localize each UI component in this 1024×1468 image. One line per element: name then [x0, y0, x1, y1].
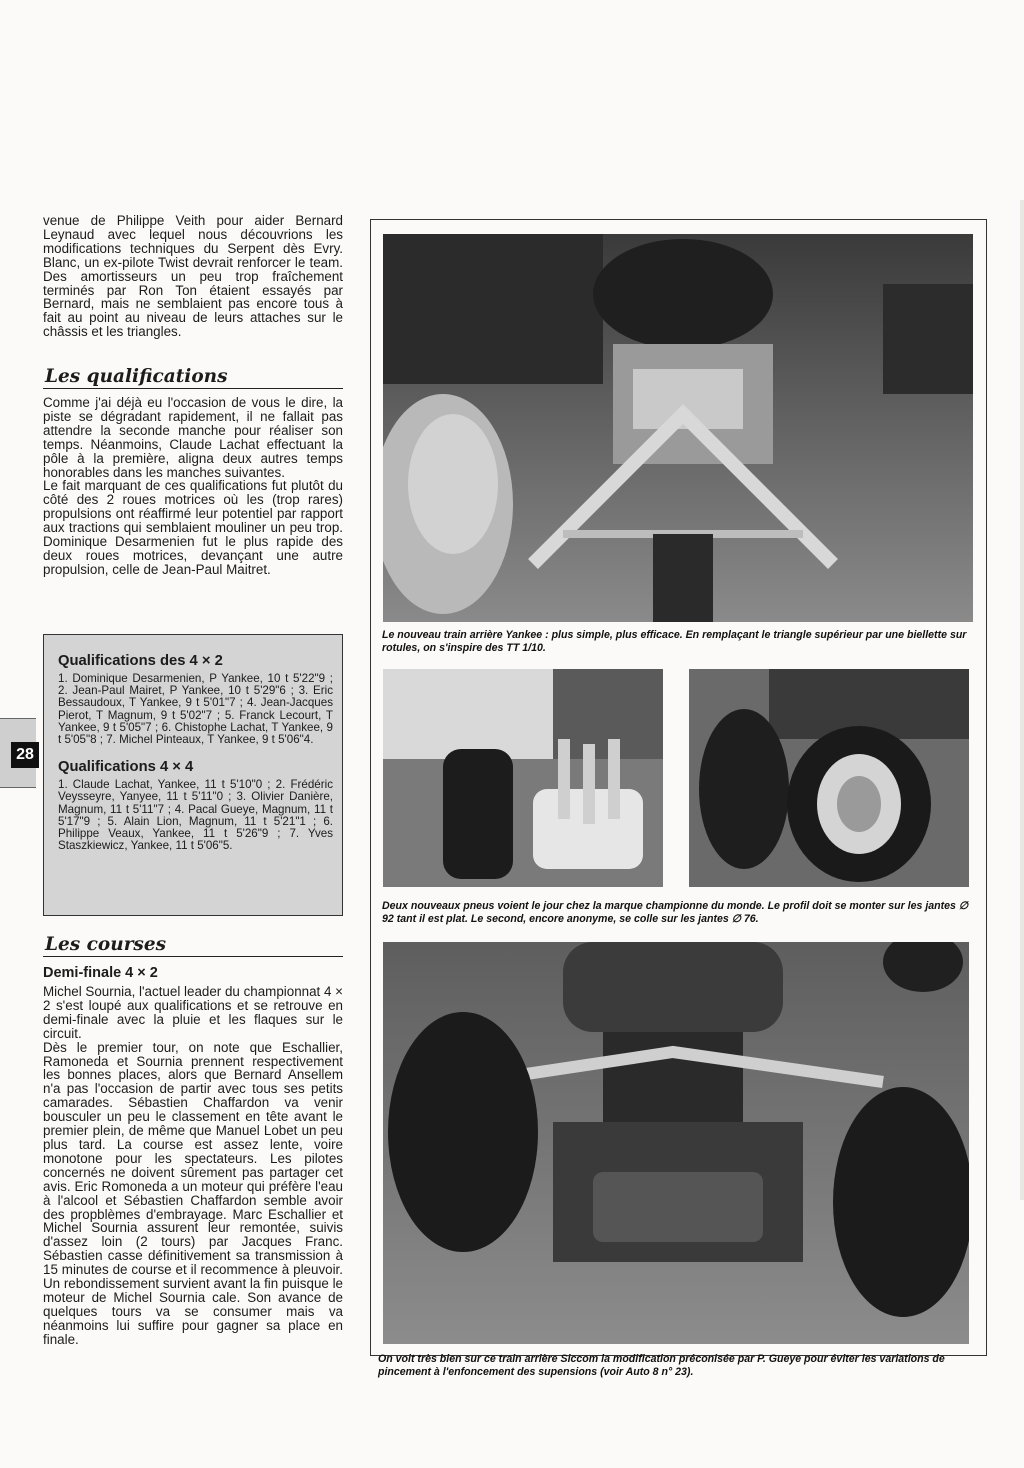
- qualifications-title: Les qualifications: [43, 366, 343, 389]
- intro-paragraph: venue de Philippe Veith pour aider Bernard Leynaud avec lequel nous découvrions les modifications techniques du Serpent dès Evry. Blanc, un ex-pilote Twist devrait renforcer le team. Des amortisseurs un peu trop fraîchement terminés par Ron Ton étaient essayés par Bernard, mais ne semblaient pas encore tous à fait au point au niveau de leurs attaches sur le châssis et les triangles.: [43, 213, 343, 340]
- caption-photo-2-3: Deux nouveaux pneus voient le jour chez la marque championne du monde. Le profil doit se monter sur les jantes ∅ 92 tant il est plat. Le second, encore anonyme, se colle sur les jantes ∅ 76.: [382, 900, 969, 925]
- qualifications-paragraph-2: Le fait marquant de ces qualifications fut plutôt du côté des 2 roues motrices où les (trop rares) propulsions ont réaffirmé leur potentiel par rapport aux tractions qui semblaient mouliner un peu trop. Dominique Desarmenien fut le plus rapide des deux roues motrices, devançant une autre propulsion, celle de Jean-Paul Maitret.: [43, 478, 343, 577]
- caption-photo-1: Le nouveau train arrière Yankee : plus simple, plus efficace. En remplaçant le triangle supérieur par une biellette sur rotules, on s'inspire des TT 1/10.: [382, 629, 967, 654]
- results-heading-4x2: Qualifications des 4 × 2: [58, 653, 223, 669]
- photo-yankee-rear-train: [383, 234, 973, 622]
- demi-finale-subtitle: Demi-finale 4 × 2: [43, 965, 158, 981]
- results-box: [43, 634, 343, 916]
- results-heading-4x4: Qualifications 4 × 4: [58, 759, 194, 776]
- photo-new-tyre-1-image: [383, 669, 663, 887]
- photo-new-tyre-2: [689, 669, 969, 887]
- intro-paragraph-block: [43, 214, 343, 339]
- page-edge: [1020, 200, 1024, 1200]
- qualifications-section: [43, 366, 343, 389]
- qualifications-body: [43, 396, 343, 577]
- photo-siccom-rear-train: [383, 942, 969, 1344]
- page-number: 28: [11, 742, 39, 768]
- results-list-4x2: 1. Dominique Desarmenien, P Yankee, 10 t 5'22"9 ; 2. Jean-Paul Mairet, P Yankee, 10 t 5'29"6 ; 3. Eric Bessaudoux, T Yankee, 9 t 5'01"7 ; 4. Jean-Jacques Pierot, T Magnum, 9 t 5'02"7 ; 5. Franck Lecourt, T Yankee, 9 t 5'05"7 ; 6. Chistophe Lachat, T Yankee, 9 t 5'05"8 ; 7. Michel Pinteaux, T Yankee, 9 t 5'06"4.: [58, 672, 333, 747]
- photo-new-tyre-2-image: [689, 669, 969, 887]
- results-list-4x4: 1. Claude Lachat, Yankee, 11 t 5'10"0 ; 2. Frédéric Veysseyre, Yanyee, 11 t 5'11"0 ; 3. Olivier Danière, Magnum, 11 t 5'11"7 ; 4. Pacal Gueye, Magnum, 11 t 5'17"9 ; 5. Alain Lion, Magnum, 11 t 5'21"1 ; 6. Philippe Veaux, Yankee, 11 t 5'26"9 ; 7. Yves Staszkiewicz, Yankee, 11 t 5'06"5.: [58, 778, 333, 853]
- qualifications-paragraph-1: Comme j'ai déjà eu l'occasion de vous le dire, la piste se dégradant rapidement, il ne fallait pas attendre la seconde manche pour réaliser son temps. Néanmoins, Claude Lachat effectuant la pôle à la première, aligna deux autres temps honorables dans les manches suivantes.: [43, 395, 343, 480]
- courses-body: [43, 985, 343, 1347]
- courses-title: Les courses: [43, 934, 343, 957]
- photo-siccom-rear-train-image: [383, 942, 969, 1344]
- photo-yankee-rear-train-image: [383, 234, 973, 622]
- photo-new-tyre-1: [383, 669, 663, 887]
- courses-paragraph-2: Dès le premier tour, on note que Eschallier, Ramoneda et Sournia prennent respectivement les bonnes places, alors que Bernard Ansellem n'a pas l'occasion de partir avec tous ses petits camarades. Sébastien Chaffardon va venir bousculer un peu le classement en tête avant le premier plein, de même que Manuel Lobet un peu plus tard. La course est assez lente, voire monotone pour les spectateurs. Les pilotes concernés ne doivent sûrement pas partager cet avis. Eric Romoneda a un moteur qui préfère l'eau à l'alcool et Sébastien Chaffardon semble avoir des propblèmes d'embrayage. Marc Eschallier et Michel Sournia assurent leur remontée, suivis d'assez loin (2 tours) par Jacques Franc. Sébastien casse définitivement sa transmission à 15 minutes de course et il recommence à pleuvoir. Un rebondissement survient avant la fin puisque le moteur de Michel Sournia cale. Son avance de quelques tours va se consumer mais va néanmoins lui suffire pour gagner sa place en finale.: [43, 1039, 343, 1347]
- courses-section: [43, 934, 343, 957]
- courses-paragraph-1: Michel Sournia, l'actuel leader du championnat 4 × 2 s'est loupé aux qualifications et se retrouve en demi-finale avec la pluie et les flaques sur le circuit.: [43, 984, 343, 1041]
- page-number-tab: [0, 718, 36, 788]
- caption-photo-4: On voit très bien sur ce train arrière Siccom la modification préconisée par P. Gueye pour éviter les variations de pincement à l'enfoncement des supensions (voir Auto 8 n° 23).: [378, 1353, 945, 1378]
